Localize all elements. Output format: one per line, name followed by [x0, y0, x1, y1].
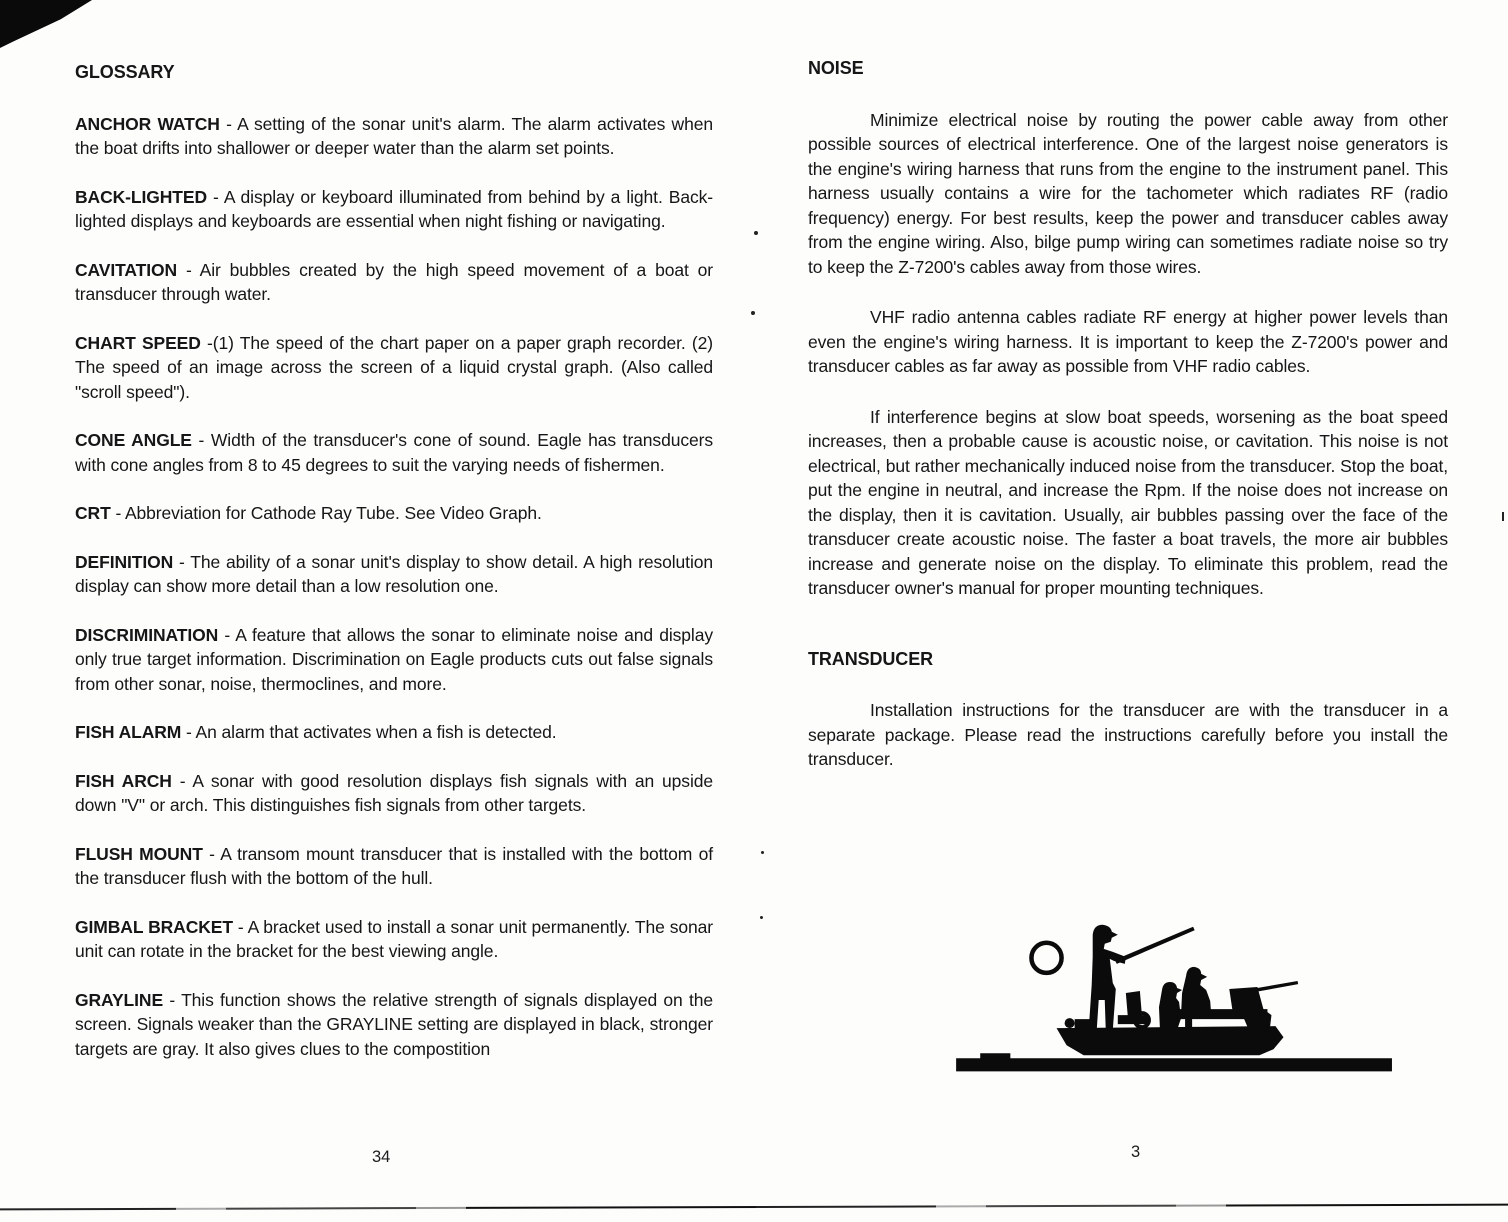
glossary-term: FLUSH MOUNT: [75, 843, 203, 864]
scan-speck: [1502, 512, 1504, 521]
water-line: [956, 1058, 1392, 1071]
fishing-rod: [1115, 927, 1195, 964]
page-number-right: 3: [1131, 1143, 1141, 1161]
glossary-definition: - A feature that allows the sonar to eliminate noise and display only true target information. Discrimination on Eagle products cuts out false signals from other sonar, noise, thermoclines, and more.: [75, 624, 713, 694]
glossary-term: CAVITATION: [75, 259, 178, 280]
glossary-entry-anchor-watch: [75, 112, 713, 161]
scan-corner-artifact: [0, 0, 92, 48]
glossary-term: CRT: [75, 503, 111, 523]
console: [1118, 991, 1148, 1024]
glossary-term: GIMBAL BRACKET: [75, 916, 233, 937]
glossary-entry-flush-mount: [75, 842, 713, 891]
glossary-entry-crt: [75, 501, 713, 526]
glossary-term: ANCHOR WATCH: [75, 113, 220, 134]
glossary-entry-definition: [75, 550, 713, 599]
seated-fisherman-2: [1181, 967, 1211, 1014]
bow-fitting: [1075, 1019, 1095, 1028]
glossary-definition: - A display or keyboard illuminated from behind by a light. Back-lighted displays and keyboards are essential when night fishing or navigating.: [75, 186, 713, 231]
noise-paragraph-2: VHF radio antenna cables radiate RF energy at higher power levels than even the engine's wiring harness. It is important to keep the Z-7200's power and transducer cables as far away as possible from VHF radio cables.: [808, 307, 1448, 376]
scan-speck: [761, 851, 764, 854]
glossary-term: GRAYLINE: [75, 989, 164, 1010]
glossary-entry-chart-speed: [75, 331, 713, 405]
glossary-entry-grayline: [75, 988, 713, 1062]
glossary-entry-gimbal-bracket: [75, 915, 713, 964]
glossary-entry-back-lighted: [75, 185, 713, 234]
glossary-heading: GLOSSARY: [75, 62, 175, 82]
glossary-term: BACK-LIGHTED: [75, 186, 207, 207]
glossary-term: CONE ANGLE: [75, 430, 192, 450]
glossary-entry-fish-arch: [75, 769, 713, 818]
glossary-definition: - This function shows the relative strength of signals displayed on the screen. Signals weaker than the GRAYLINE setting are displayed in black, stronger targets are gray. It also gives clues to the compostition: [75, 989, 713, 1059]
glossary-definition: - An alarm that activates when a fish is detected.: [186, 722, 557, 742]
standing-fisherman: [1089, 925, 1126, 1030]
seated-fisherman-1: [1159, 982, 1182, 1030]
scan-speck: [751, 311, 755, 315]
glossary-term: FISH ARCH: [75, 770, 172, 791]
glossary-definition: - A bracket used to install a sonar unit permanently. The sonar unit can rotate in the bracket for the best viewing angle.: [75, 916, 713, 961]
glossary-entry-fish-alarm: [75, 720, 713, 745]
scan-speck: [754, 231, 758, 235]
glossary-entry-discrimination: [75, 623, 713, 697]
glossary-definition: -(1) The speed of the chart paper on a paper graph recorder. (2) The speed of an image across the screen of a liquid crystal graph. (Also called "scroll speed").: [75, 332, 713, 402]
noise-paragraph-3: If interference begins at slow boat speeds, worsening as the boat speed increases, then a probable cause is acoustic noise, or cavitation. This noise is not electrical, but rather mechanically induced noise from the transducer. Stop the boat, put the engine in neutral, and increase the Rpm. If the noise does not increase on the display, then it is cavitation. Usually, air bubbles passing over the face of the transducer create acoustic noise. The faster a boat travels, the more air bubbles increase and generate noise on the display. To eliminate this problem, read the transducer owner's manual for proper mounting techniques.: [808, 406, 1448, 598]
glossary-column: [75, 60, 713, 1085]
scan-speck: [760, 916, 763, 919]
transducer-paragraph-1: Installation instructions for the transducer are with the transducer in a separate package. Please read the instructions carefully before you install the transducer.: [808, 700, 1448, 769]
glossary-definition: - Air bubbles created by the high speed movement of a boat or transducer through water.: [75, 259, 714, 304]
fishing-boat-illustration: [928, 896, 1400, 1088]
glossary-entry-cavitation: [75, 258, 713, 307]
glossary-term: CHART SPEED: [75, 332, 201, 353]
noise-heading: NOISE: [808, 58, 864, 78]
page-number-left: 34: [372, 1148, 391, 1166]
glossary-definition: - Abbreviation for Cathode Ray Tube. See Video Graph.: [115, 503, 542, 523]
sun-icon: [1031, 943, 1061, 973]
water-speck: [980, 1053, 1010, 1059]
glossary-entry-cone-angle: [75, 428, 713, 477]
glossary-term: DEFINITION: [75, 551, 174, 572]
glossary-definition: - The ability of a sonar unit's display to show detail. A high resolution display can show more detail than a low resolution one.: [75, 551, 713, 596]
glossary-definition: - Width of the transducer's cone of sound. Eagle has transducers with cone angles from 8 to 45 degrees to suit the varying needs of fishermen.: [75, 430, 714, 475]
transducer-heading: TRANSDUCER: [808, 648, 934, 669]
scan-edge-line: [0, 1204, 1508, 1211]
glossary-term: DISCRIMINATION: [75, 624, 219, 645]
boat-hull: [1057, 1026, 1284, 1055]
glossary-definition: - A setting of the sonar unit's alarm. The alarm activates when the boat drifts into shallower or deeper water than the alarm set points.: [75, 113, 713, 158]
glossary-definition: - A sonar with good resolution displays fish signals with an upside down "V" or arch. This distinguishes fish signals from other targets.: [75, 770, 713, 815]
noise-column: [808, 56, 1448, 798]
bow-light: [1065, 1018, 1075, 1028]
glossary-term: FISH ALARM: [75, 722, 182, 742]
noise-paragraph-1: Minimize electrical noise by routing the power cable away from other possible sources of electrical interference. One of the largest noise generators is the engine's wiring harness that runs from the engine to the instrument panel. This harness usually contains a wire for the tachometer which radiates RF (radio frequency) energy. For best results, keep the power and transducer cables away from the engine wiring. Also, bilge pump wiring can sometimes radiate noise so try to keep the Z-7200's cables away from those wires.: [808, 109, 1448, 277]
glossary-definition: - A transom mount transducer that is installed with the bottom of the transducer flush with the bottom of the hull.: [75, 843, 713, 888]
